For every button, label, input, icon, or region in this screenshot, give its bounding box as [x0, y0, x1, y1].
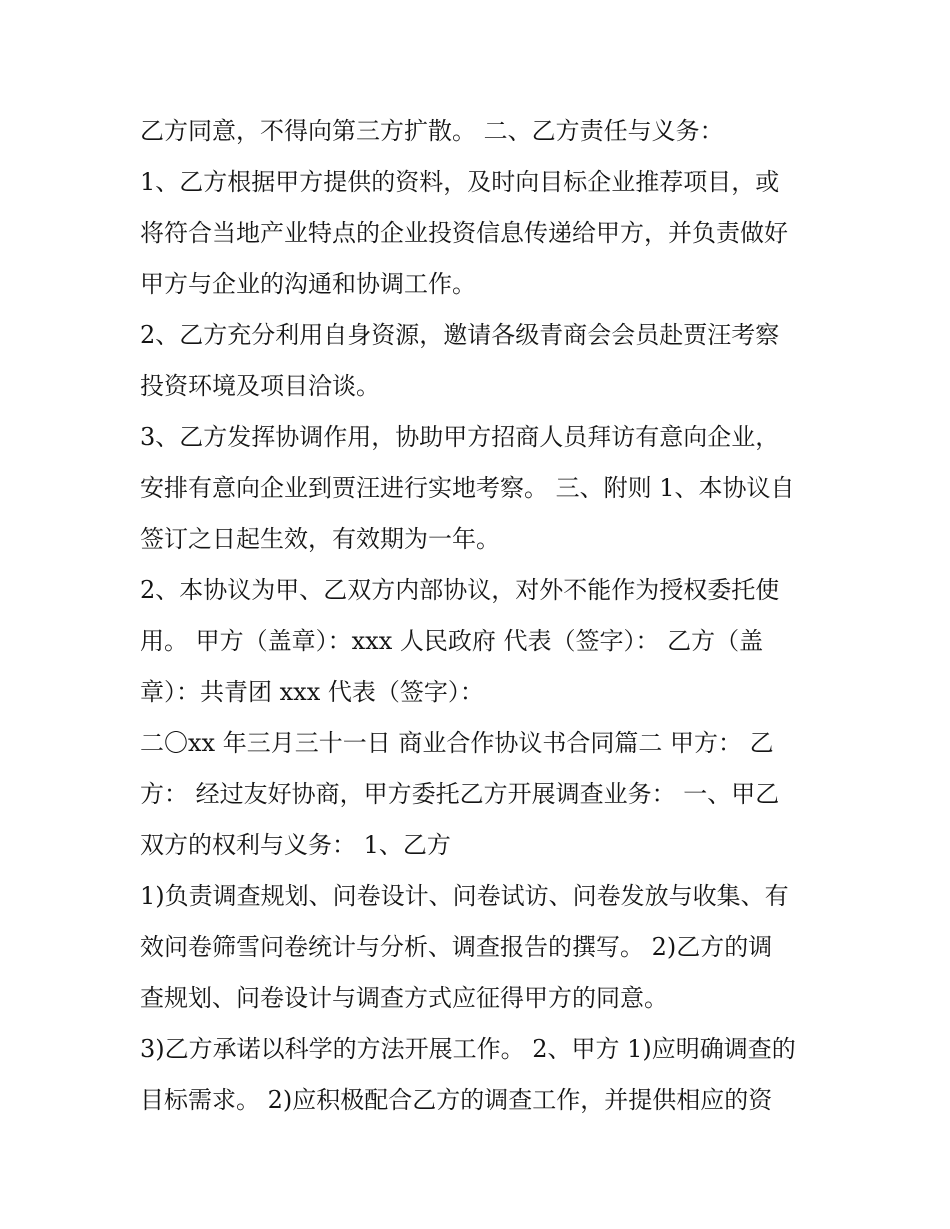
text-line: 乙方同意，不得向第三方扩散。 二、乙方责任与义务：	[140, 117, 724, 145]
text-line: 章）：共青团 xxx 代表（签字）：	[140, 678, 484, 706]
text-line: 3、乙方发挥协调作用，协助甲方招商人员拜访有意向企业，	[140, 423, 780, 451]
text-line: 1、乙方根据甲方提供的资料，及时向目标企业推荐项目，或	[140, 168, 780, 196]
document-body	[140, 106, 820, 1126]
text-line: 2、乙方充分利用自身资源，邀请各级青商会会员赴贾汪考察	[140, 321, 780, 349]
text-line: 目标需求。 2)应积极配合乙方的调查工作，并提供相应的资	[140, 1086, 773, 1114]
text-line: 3)乙方承诺以科学的方法开展工作。 2、甲方 1)应明确调查的	[140, 1035, 796, 1063]
text-line: 1)负责调查规划、问卷设计、问卷试访、问卷发放与收集、有	[140, 882, 789, 910]
text-line: 将符合当地产业特点的企业投资信息传递给甲方，并负责做好	[140, 219, 788, 247]
text-line: 投资环境及项目洽谈。	[140, 372, 380, 400]
text-line: 签订之日起生效，有效期为一年。	[140, 525, 500, 553]
text-line: 双方的权利与义务： 1、乙方	[140, 831, 451, 859]
text-line: 查规划、问卷设计与调查方式应征得甲方的同意。	[140, 984, 668, 1012]
text-line: 2、本协议为甲、乙双方内部协议，对外不能作为授权委托使	[140, 576, 780, 604]
text-line: 安排有意向企业到贾汪进行实地考察。 三、附则 1、本协议自	[140, 474, 795, 502]
text-line: 二〇xx 年三月三十一日 商业合作协议书合同篇二 甲方： 乙	[140, 729, 774, 757]
text-line: 甲方与企业的沟通和协调工作。	[140, 270, 476, 298]
text-line: 用。 甲方（盖章）：xxx 人民政府 代表（签字）： 乙方（盖	[140, 627, 764, 655]
text-line: 效问卷筛雪问卷统计与分析、调查报告的撰写。 2)乙方的调	[140, 933, 773, 961]
text-line: 方： 经过友好协商，甲方委托乙方开展调查业务： 一、甲乙	[140, 780, 780, 808]
